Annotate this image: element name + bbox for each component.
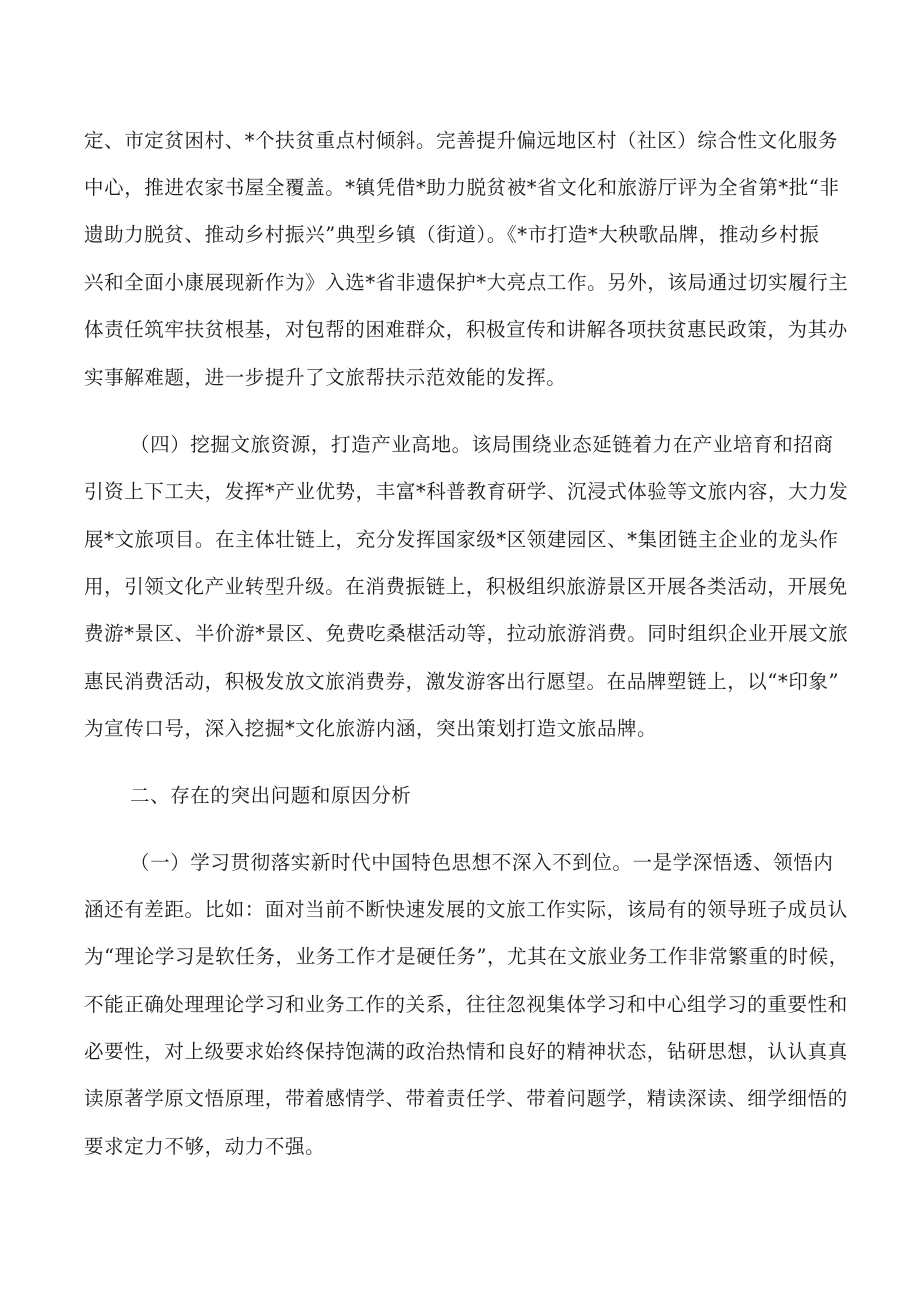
text-line: 兴和全面小康展现新作为》入选*省非遗保护*大亮点工作。另外，该局通过切实履行主 [84, 271, 849, 294]
text-line: 引资上下工夫，发挥*产业优势，丰富*科普教育研学、沉浸式体验等文旅内容，大力发 [84, 480, 849, 503]
text-line: 费游*景区、半价游*景区、免费吃桑椹活动等，拉动旅游消费。同时组织企业开展文旅 [84, 622, 849, 645]
text-line: 读原著学原文悟原理，带着感情学、带着责任学、带着问题学，精读深读、细学细悟的 [84, 1087, 848, 1110]
section-heading: 二、存在的突出问题和原因分析 [130, 784, 412, 807]
text-line: 为宣传口号，深入挖掘*文化旅游内涵，突出策划打造文旅品牌。 [84, 717, 658, 740]
text-line: 实事解难题，进一步提升了文旅帮扶示范效能的发挥。 [84, 366, 567, 389]
text-line: 展*文旅项目。在主体壮链上，充分发挥国家级*区领建园区、*集团链主企业的龙头作 [84, 528, 839, 551]
text-line: 用，引领文化产业转型升级。在消费振链上，积极组织旅游景区开展各类活动，开展免 [84, 575, 848, 598]
text-line: 为“理论学习是软任务，业务工作才是硬任务”，尤其在文旅业务工作非常繁重的时候， [84, 945, 849, 968]
text-line: （一）学习贯彻落实新时代中国特色思想不深入不到位。一是学深悟透、领悟内 [130, 851, 834, 874]
text-line: 惠民消费活动，积极发放文旅消费券，激发游客出行愿望。在品牌塑链上，以“*印象” [84, 670, 840, 693]
text-line: 体责任筑牢扶贫根基，对包帮的困难群众，积极宣传和讲解各项扶贫惠民政策，为其办 [84, 318, 848, 341]
text-line: 遗助力脱贫、推动乡村振兴”典型乡镇（街道）。《*市打造*大秧歌品牌，推动乡村振 [84, 223, 820, 246]
text-line: 必要性，对上级要求始终保持饱满的政治热情和良好的精神状态，钻研思想，认认真真 [84, 1040, 848, 1063]
text-line: （四）挖掘文旅资源，打造产业高地。该局围绕业态延链着力在产业培育和招商 [130, 433, 834, 456]
text-line: 不能正确处理理论学习和业务工作的关系，往往忽视集体学习和中心组学习的重要性和 [84, 993, 848, 1016]
text-line: 定、市定贫困村、*个扶贫重点村倾斜。完善提升偏远地区村（社区）综合性文化服务 [84, 129, 839, 152]
text-line: 要求定力不够，动力不强。 [84, 1135, 326, 1158]
text-line: 涵还有差距。比如：面对当前不断快速发展的文旅工作实际，该局有的领导班子成员认 [84, 898, 848, 921]
text-line: 中心，推进农家书屋全覆盖。*镇凭借*助力脱贫被*省文化和旅游厅评为全省第*批“非 [84, 176, 840, 199]
